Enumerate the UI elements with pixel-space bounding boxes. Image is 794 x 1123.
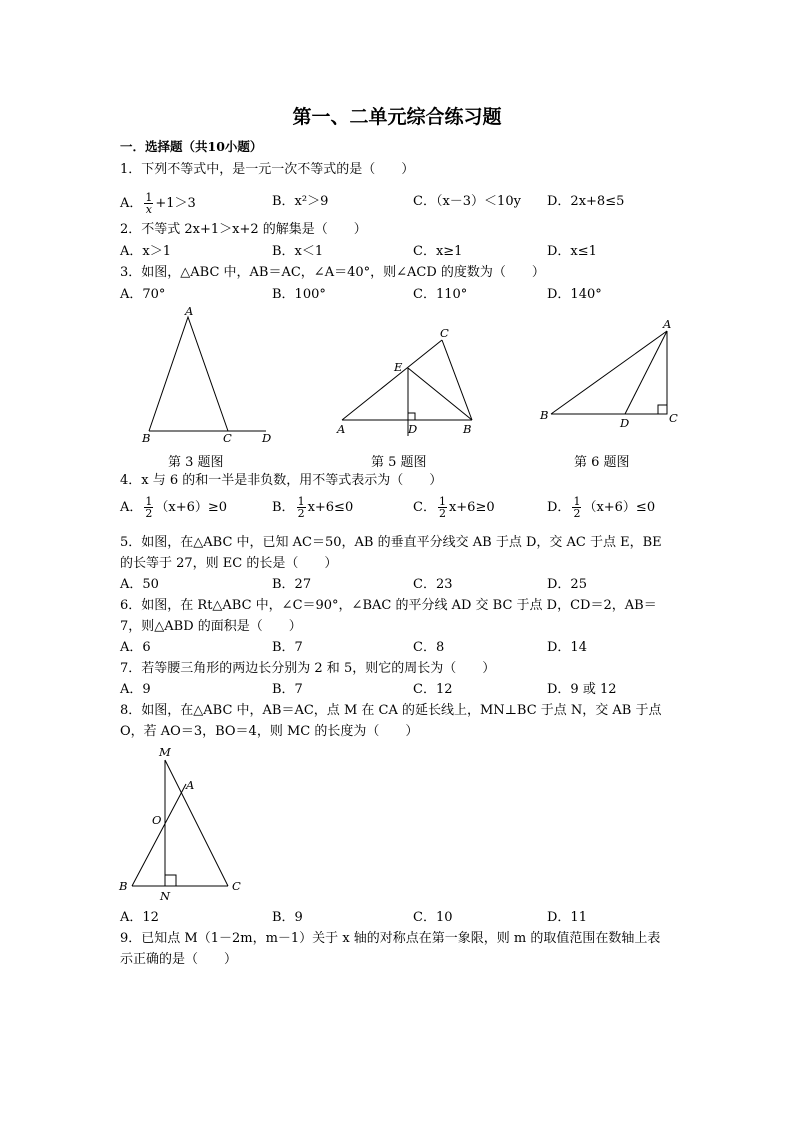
fraction-half: $\frac{1}{2}$ xyxy=(573,495,581,520)
question-4-stem: 4．x 与 6 的和一半是非负数，用不等式表示为（ ） xyxy=(120,473,443,488)
segment-ba xyxy=(132,784,186,886)
label-b: B xyxy=(463,422,472,436)
label-d: D xyxy=(408,422,418,436)
question-1-option-d[interactable]: D．2x+8≤5 xyxy=(547,194,625,209)
segment-ac xyxy=(342,340,442,420)
label-d: D xyxy=(262,431,272,445)
question-3-stem: 3．如图，△ABC 中，AB＝AC，∠A＝40°，则∠ACD 的度数为（ ） xyxy=(120,265,545,280)
question-3-option-c[interactable]: C．110° xyxy=(413,287,468,302)
label-o: O xyxy=(152,813,162,827)
question-5-line-1: 5．如图，在△ABC 中，已知 AC＝50，AB 的垂直平分线交 AB 于点 D，交 AC 于点 E，BE xyxy=(120,535,662,550)
question-8-option-c[interactable]: C．10 xyxy=(413,910,453,925)
question-6-option-d[interactable]: D．14 xyxy=(547,640,587,655)
question-5-option-b[interactable]: B．27 xyxy=(272,577,312,592)
question-3-option-a[interactable]: A．70° xyxy=(120,287,166,302)
fraction-half: $\frac{1}{2}$ xyxy=(145,495,153,520)
figure-5-diagram xyxy=(330,320,490,440)
question-8-option-a[interactable]: A．12 xyxy=(120,910,159,925)
question-1-option-c[interactable]: C．（x－3）＜10y xyxy=(413,194,521,209)
question-6-option-b[interactable]: B．7 xyxy=(272,640,303,655)
segment-ba xyxy=(551,331,667,414)
option-b-prefix: B． xyxy=(272,500,295,515)
option-a-prefix: A． xyxy=(120,196,143,211)
figure-3-diagram xyxy=(130,300,290,450)
label-b: B xyxy=(119,879,128,893)
option-c-prefix: C． xyxy=(413,500,436,515)
right-angle-mark xyxy=(408,413,415,420)
question-4-option-c[interactable] xyxy=(413,496,495,519)
question-7-option-c[interactable]: C．12 xyxy=(413,682,453,697)
label-a: A xyxy=(185,304,194,318)
label-n: N xyxy=(160,889,171,903)
question-1-option-a[interactable] xyxy=(120,192,196,215)
question-7-option-b[interactable]: B．7 xyxy=(272,682,303,697)
question-4-option-a[interactable] xyxy=(120,496,227,519)
question-5-option-d[interactable]: D．25 xyxy=(547,577,587,592)
right-angle-mark xyxy=(165,875,176,886)
figure-5-caption: 第 5 题图 xyxy=(371,455,427,470)
option-c-rest: x+6≥0 xyxy=(448,500,495,515)
question-1-stem: 1．下列不等式中，是一元一次不等式的是（ ） xyxy=(120,162,415,177)
question-2-option-b[interactable]: B．x＜1 xyxy=(272,244,324,259)
option-a-rest: （x+6）≥0 xyxy=(155,500,228,515)
label-b: B xyxy=(540,408,549,422)
label-b: B xyxy=(142,431,151,445)
option-a-rest: +1＞3 xyxy=(155,196,196,211)
fraction: $\frac{1}{x}$ xyxy=(145,191,153,216)
question-7-option-d[interactable]: D．9 或 12 xyxy=(547,682,617,697)
question-6-option-a[interactable]: A．6 xyxy=(120,640,151,655)
question-5-line-2: 的长等于 27，则 EC 的长是（ ） xyxy=(120,556,338,571)
label-c: C xyxy=(223,431,232,445)
triangle-abc xyxy=(149,317,228,431)
label-e: E xyxy=(394,360,403,374)
label-m: M xyxy=(159,745,171,759)
question-8-option-b[interactable]: B．9 xyxy=(272,910,303,925)
option-b-rest: x+6≤0 xyxy=(307,500,354,515)
question-7-stem: 7．若等腰三角形的两边长分别为 2 和 5，则它的周长为（ ） xyxy=(120,661,496,676)
question-9-line-2: 示正确的是（ ） xyxy=(120,952,238,967)
question-8-line-2: O，若 AO＝3，BO＝4，则 MC 的长度为（ ） xyxy=(120,724,419,739)
question-2-option-c[interactable]: C．x≥1 xyxy=(413,244,463,259)
question-3-option-d[interactable]: D．140° xyxy=(547,287,602,302)
figure-6-diagram xyxy=(535,315,685,430)
question-6-option-c[interactable]: C．8 xyxy=(413,640,445,655)
label-c: C xyxy=(440,326,449,340)
question-8-line-1: 8．如图，在△ABC 中，AB＝AC，点 M 在 CA 的延长线上，MN⊥BC 于点 N，交 AB 于点 xyxy=(120,703,662,718)
label-d: D xyxy=(620,416,630,430)
question-8-option-d[interactable]: D．11 xyxy=(547,910,587,925)
label-a: A xyxy=(186,778,195,792)
question-4-option-b[interactable] xyxy=(272,496,353,519)
fraction-half: $\frac{1}{2}$ xyxy=(297,495,305,520)
question-6-line-2: 7，则△ABD 的面积是（ ） xyxy=(120,619,302,634)
label-a: A xyxy=(337,422,346,436)
question-7-option-a[interactable]: A．9 xyxy=(120,682,151,697)
question-9-line-1: 9．已知点 M（1－2m，m－1）关于 x 轴的对称点在第一象限，则 m 的取值范围在数轴上表 xyxy=(120,931,661,946)
question-1-option-b[interactable]: B．x²＞9 xyxy=(272,194,329,209)
label-a: A xyxy=(663,317,672,331)
option-d-rest: （x+6）≤0 xyxy=(583,500,656,515)
label-c: C xyxy=(669,411,678,425)
fraction-half: $\frac{1}{2}$ xyxy=(438,495,446,520)
segment-ad xyxy=(625,331,667,414)
question-3-option-b[interactable]: B．100° xyxy=(272,287,326,302)
question-5-option-a[interactable]: A．50 xyxy=(120,577,159,592)
question-2-option-a[interactable]: A．x＞1 xyxy=(120,244,171,259)
option-d-prefix: D． xyxy=(547,500,571,515)
question-4-option-d[interactable] xyxy=(547,496,655,519)
label-c: C xyxy=(232,879,241,893)
segment-mc xyxy=(165,760,228,886)
option-a-prefix: A． xyxy=(120,500,143,515)
question-5-option-c[interactable]: C．23 xyxy=(413,577,453,592)
question-6-line-1: 6．如图，在 Rt△ABC 中，∠C＝90°，∠BAC 的平分线 AD 交 BC 于点 D，CD＝2，AB＝ xyxy=(120,598,657,613)
figure-3-caption: 第 3 题图 xyxy=(168,455,224,470)
figure-8-diagram xyxy=(110,740,260,905)
figure-6-caption: 第 6 题图 xyxy=(574,455,630,470)
right-angle-mark xyxy=(658,405,667,414)
question-2-option-d[interactable]: D．x≤1 xyxy=(547,244,597,259)
section-heading: 一．选择题（共10小题） xyxy=(120,139,263,154)
page-title: 第一、二单元综合练习题 xyxy=(292,106,502,128)
question-2-stem: 2．不等式 2x+1＞x+2 的解集是（ ） xyxy=(120,222,367,237)
